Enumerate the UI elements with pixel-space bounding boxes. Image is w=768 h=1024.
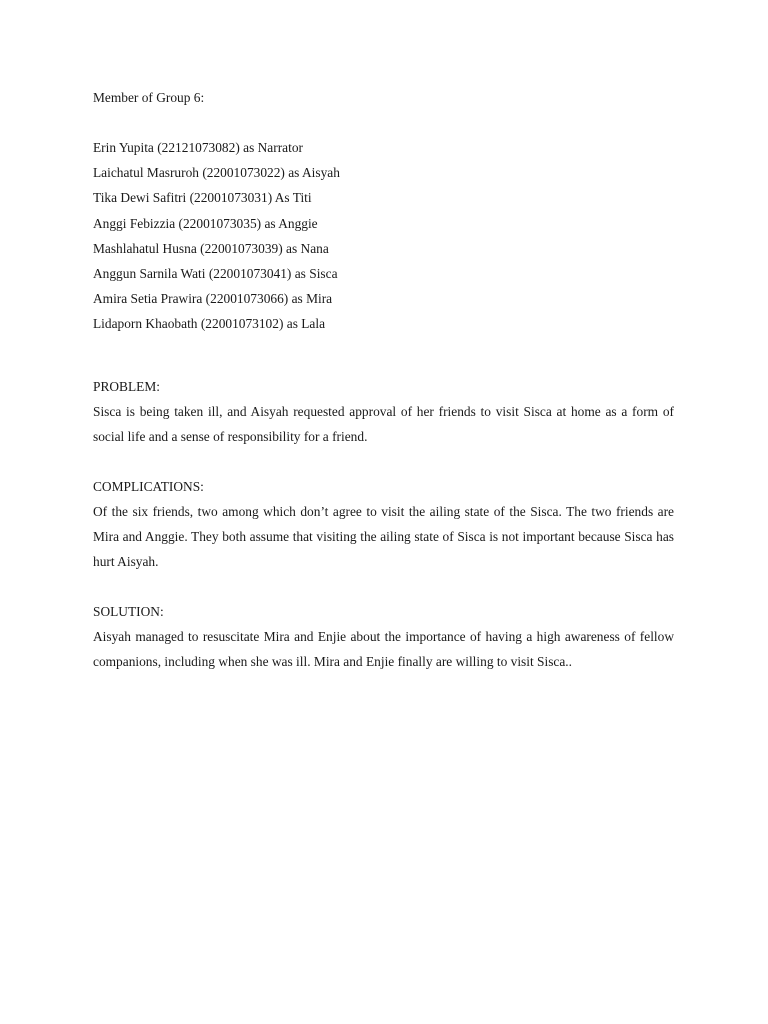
member-item: Amira Setia Prawira (22001073066) as Mira <box>93 291 333 307</box>
member-item: Mashlahatul Husna (22001073039) as Nana <box>93 240 329 256</box>
member-list <box>93 135 674 337</box>
spacer <box>93 574 674 599</box>
spacer <box>93 110 674 135</box>
member-item: Anggun Sarnila Wati (22001073041) as Sisca <box>93 265 338 281</box>
complications-label: COMPLICATIONS: <box>93 478 204 494</box>
complications-text: Of the six friends, two among which don’t agree to visit the ailing state of the Sisca. The two friends are Mira and Anggie. They both assume that visiting the ailing state of Sisca is not important because Sisca has hurt Aisyah. <box>93 503 674 569</box>
spacer <box>93 337 674 374</box>
group-heading: Member of Group 6: <box>93 90 205 105</box>
member-item: Anggi Febizzia (22001073035) as Anggie <box>93 215 318 231</box>
problem-label: PROBLEM: <box>93 378 160 394</box>
spacer <box>93 449 674 474</box>
solution-text: Aisyah managed to resuscitate Mira and Enjie about the importance of having a high awareness of fellow companions, including when she was ill. Mira and Enjie finally are willing to visit Sisca.. <box>93 628 674 669</box>
member-item: Tika Dewi Safitri (22001073031) As Titi <box>93 190 312 206</box>
document-page <box>93 85 674 674</box>
solution-label: SOLUTION: <box>93 603 164 619</box>
member-item: Erin Yupita (22121073082) as Narrator <box>93 140 303 155</box>
problem-text: Sisca is being taken ill, and Aisyah requested approval of her friends to visit Sisca at home as a form of social life and a sense of responsibility for a friend. <box>93 403 674 444</box>
member-item: Laichatul Masruroh (22001073022) as Aisyah <box>93 165 340 181</box>
member-item: Lidaporn Khaobath (22001073102) as Lala <box>93 316 326 332</box>
